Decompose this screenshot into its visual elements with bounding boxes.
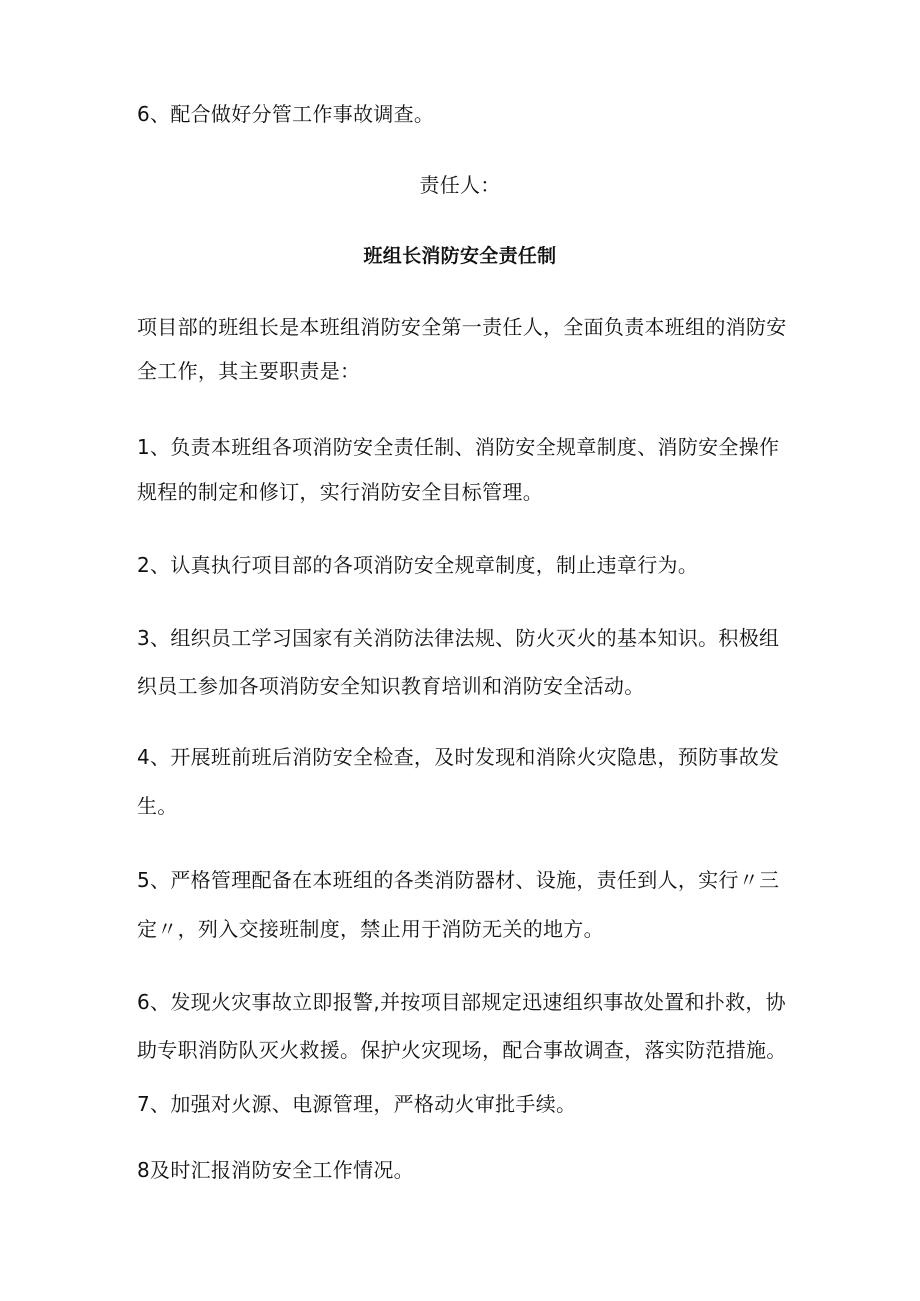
item-4-line-1: 4、开展班前班后消防安全检查，及时发现和消除火灾隐患，预防事故发 <box>137 745 780 769</box>
intro-line-2: 全工作，其主要职责是： <box>137 359 361 383</box>
item-4-line-2: 生。 <box>137 794 178 818</box>
item-5-line-2: 定〃，列入交接班制度，禁止用于消防无关的地方。 <box>137 917 604 941</box>
item-6-line-1: 6、发现火灾事故立即报警,并按项目部规定迅速组织事故处置和扑救，协 <box>137 990 786 1014</box>
item-7-line-1: 7、加强对火源、电源管理，严格动火审批手续。 <box>137 1092 577 1116</box>
item-1-line-2: 规程的制定和修订，实行消防安全目标管理。 <box>137 480 543 504</box>
item-2-line-1: 2、认真执行项目部的各项消防安全规章制度，制止违章行为。 <box>137 553 699 577</box>
item-1-line-1: 1、负责本班组各项消防安全责任制、消防安全规章制度、消防安全操作 <box>137 435 780 459</box>
item-8-line-1: 8及时汇报消防安全工作情况。 <box>137 1158 414 1182</box>
item-6-line-2: 助专职消防队灭火救援。保护火灾现场，配合事故调查，落实防范措施。 <box>137 1038 787 1062</box>
item-3-line-2: 织员工参加各项消防安全知识教育培训和消防安全活动。 <box>137 674 645 698</box>
item-5-line-1: 5、严格管理配备在本班组的各类消防器材、设施，责任到人，实行〃三 <box>137 868 780 892</box>
top-item: 6、配合做好分管工作事故调查。 <box>137 102 435 126</box>
section-title: 班组长消防安全责任制 <box>363 245 557 267</box>
intro-line-1: 项目部的班组长是本班组消防安全第一责任人，全面负责本班组的消防安 <box>137 315 787 339</box>
item-3-line-1: 3、组织员工学习国家有关消防法律法规、防火灭火的基本知识。积极组 <box>137 626 780 650</box>
responsible-label: 责任人： <box>419 173 501 197</box>
